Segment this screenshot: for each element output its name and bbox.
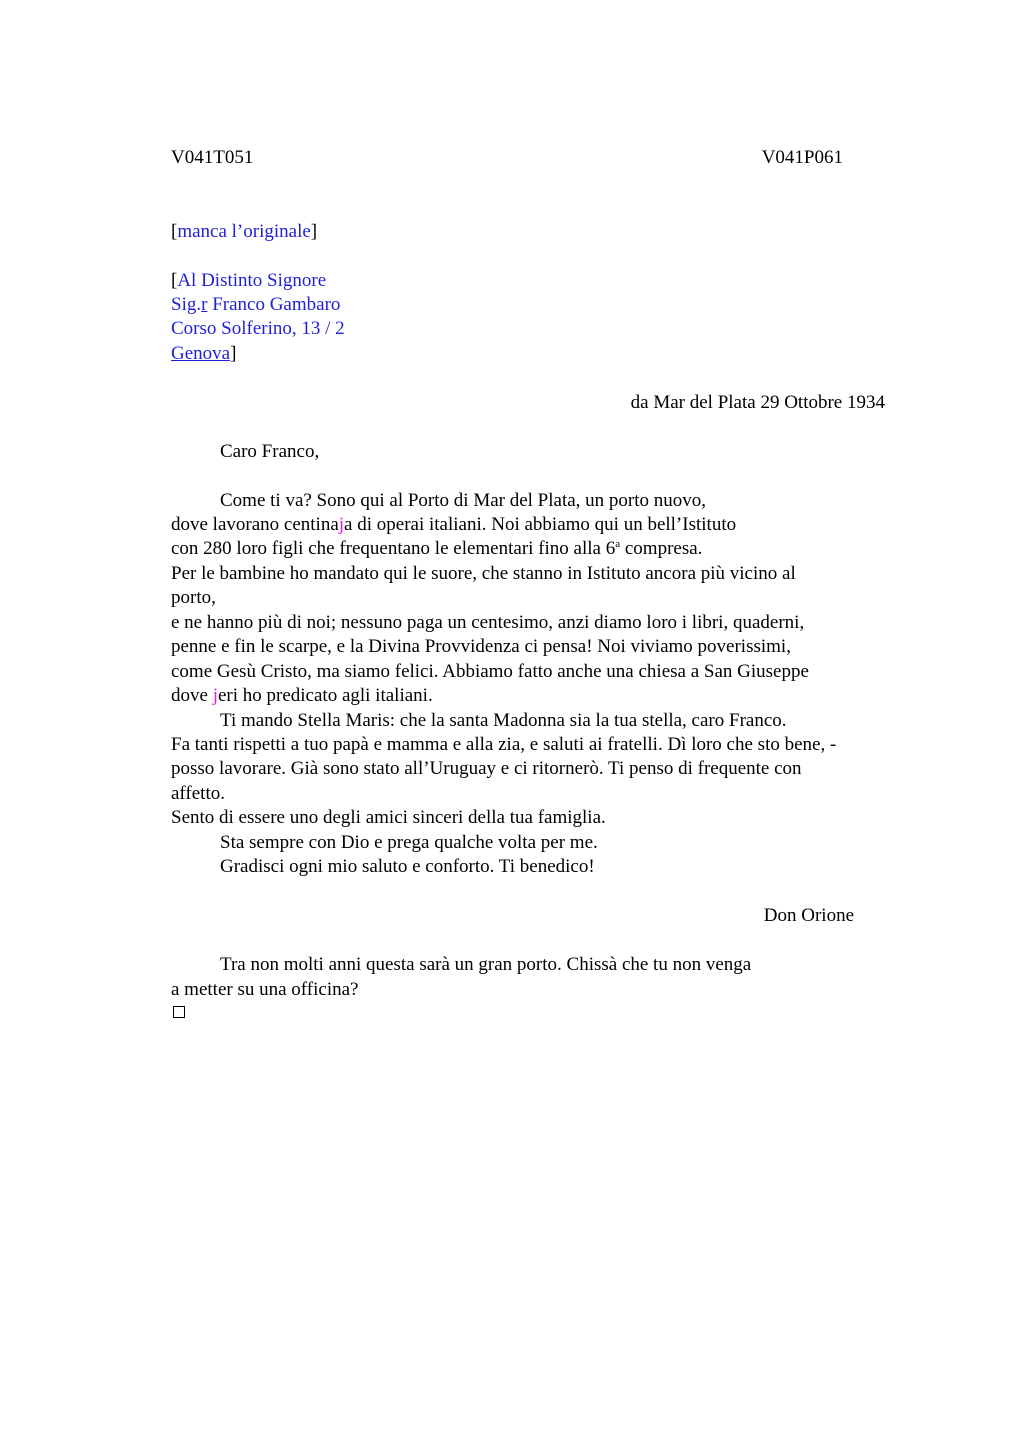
body-line-2-start: dove lavorano centina [171, 514, 339, 535]
body-line-5: porto, [171, 587, 216, 608]
body-line-13: affetto. [171, 783, 225, 804]
body-line-10: Ti mando Stella Maris: che la santa Madonna sia la tua stella, caro Franco. [220, 710, 787, 731]
address-line-2 [171, 293, 340, 317]
editorial-note [171, 220, 317, 244]
ordinal-superscript: a [615, 538, 621, 550]
end-marker-box-icon [173, 1006, 185, 1018]
body-line-7: penne e fin le scarpe, e la Divina Provvidenza ci pensa! Noi viviamo poverissimi, [171, 636, 791, 657]
body-line-6: e ne hanno più di noi; nessuno paga un centesimo, anzi diamo loro i libri, quaderni, [171, 612, 805, 633]
body-line-2 [171, 513, 736, 537]
address-street: Corso Solferino, 13 / 2 [171, 318, 345, 339]
address-bracket-close: ] [230, 343, 237, 364]
dateline: da Mar del Plata 29 Ottobre 1934 [630, 392, 885, 413]
address-line-1 [171, 269, 326, 293]
body-line-8: come Gesù Cristo, ma siamo felici. Abbiamo fatto anche una chiesa a San Giuseppe [171, 661, 809, 682]
body-line-14: Sento di essere uno degli amici sinceri della tua famiglia. [171, 807, 606, 828]
body-line-11: Fa tanti rispetti a tuo papà e mamma e alla zia, e saluti ai fratelli. Dì loro che sto bene, - [171, 734, 837, 755]
address-line-4 [171, 342, 236, 366]
note-text: manca l’originale [177, 221, 311, 242]
address-title-abbrev: r [201, 294, 208, 315]
address-title-prefix: Sig. [171, 294, 202, 315]
signature: Don Orione [763, 905, 854, 926]
address-bracket-open: [ [171, 270, 178, 291]
body-line-9-start: dove [171, 685, 213, 706]
body-line-15: Sta sempre con Dio e prega qualche volta per me. [220, 832, 598, 853]
postscript-line-1: Tra non molti anni questa sarà un gran porto. Chissà che tu non venga [220, 954, 752, 975]
highlighted-letter: j [338, 514, 345, 535]
body-line-9-end: eri ho predicato agli italiani. [217, 685, 433, 706]
document-code-left: V041T051 [171, 147, 254, 168]
body-line-2-end: a di operai italiani. Noi abbiamo qui un bell’Istituto [344, 514, 737, 535]
document-code-right: V041P061 [761, 147, 843, 168]
address-recipient-name: Franco Gambaro [207, 294, 341, 315]
body-line-9 [171, 684, 433, 708]
body-line-3-start: con 280 loro figli che frequentano le elementari fino alla 6 [171, 538, 616, 559]
highlighted-letter: j [212, 685, 218, 706]
note-bracket-close: ] [310, 221, 318, 242]
body-line-16: Gradisci ogni mio saluto e conforto. Ti benedico! [220, 856, 595, 877]
address-recipient-title: Al Distinto Signore [177, 270, 327, 291]
salutation: Caro Franco, [220, 441, 320, 462]
note-bracket-open: [ [171, 221, 178, 242]
body-line-3-end: compresa. [620, 538, 703, 559]
body-line-12: posso lavorare. Già sono stato all’Uruguay e ci ritornerò. Ti penso di frequente con [171, 758, 802, 779]
body-line-3 [171, 537, 702, 561]
body-line-1: Come ti va? Sono qui al Porto di Mar del Plata, un porto nuovo, [220, 490, 707, 511]
body-line-4: Per le bambine ho mandato qui le suore, che stanno in Istituto ancora più vicino al [171, 563, 796, 584]
postscript-line-2: a metter su una officina? [171, 979, 359, 1000]
address-city: Genova [171, 343, 231, 364]
